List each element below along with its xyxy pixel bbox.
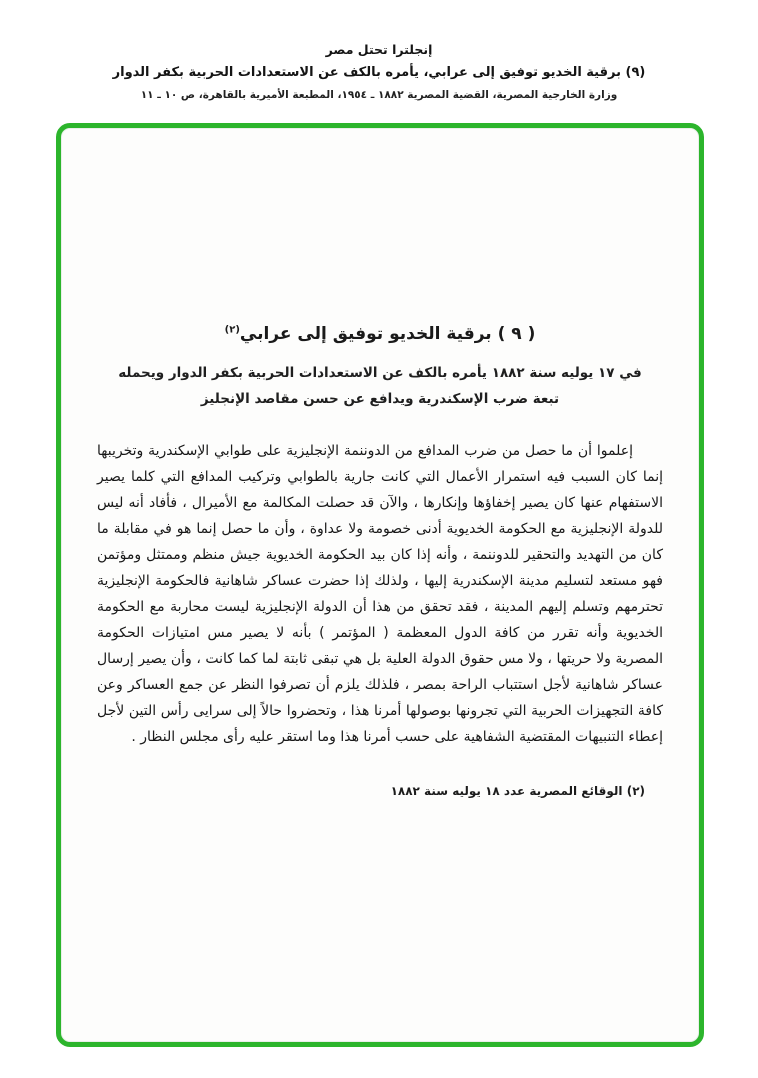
document-footnote: (٢) الوقائع المصرية عدد ١٨ يوليه سنة ١٨٨٢ xyxy=(390,784,645,798)
document-body-paragraph: إعلموا أن ما حصل من ضرب المدافع من الدوننمة الإنجليزية على طوابي الإسكندرية وتخريبها إنما كان السبب فيه استمرار الأعمال التي كانت جارية بالطوابي وتركيب المدافع التي كلما يصير الاستفهام عنها كان يصير إخفاؤها وإنكارها ، والآن قد حصلت المكالمة مع الأميرال ، فأفاد أنه ليس للدولة الإنجليزية مع الحكومة الخديوية أدنى خصومة ولا عداوة ، وأن ما حصل إنما هو في مقابلة ما كان من التهديد والتحقير للدوننمة ، وأنه إذا كان بيد الحكومة الخديوية جيش منظم وممتثل ومؤتمن فهو مستعد لتسليم مدينة الإسكندرية إليها ، ولذلك إذا حضرت عساكر شاهانية فالحكومة الإنجليزية تحترمهم وتسلم إليهم المدينة ، فقد تحقق من هذا أن الدولة الإنجليزية ليست محاربة مع الحكومة الخديوية وأنه تقرر من كافة الدول المعظمة ( المؤتمر ) بأنه لا يصير مس امتيازات الحكومة المصرية ولا حريتها ، ولا مس حقوق الدولة العلية بل هي تبقى ثابتة لما كما كانت ، وأن يصير إرسال عساكر شاهانية لأجل استتباب الراحة بمصر ، فلذلك يلزم أن تصرفوا النظر عن جمع العساكر وعن كافة التجهيزات الحربية التي تجرونها بوصولها أمرنا هذا ، وتحضروا حالاً إلى سرايى رأس التين لأجل إعطاء التنبيهات المقتضية الشفاهية على حسب أمرنا هذا وما استقر عليه رأى مجلس النظار . xyxy=(97,443,663,745)
document-content xyxy=(97,324,663,798)
subtitle-line-2: تبعة ضرب الإسكندرية ويدافع عن حسن مقاصد الإنجليز xyxy=(200,391,560,407)
header-document-description: (٩) برقية الخديو توفيق إلى عرابي، يأمره بالكف عن الاستعدادات الحربية بكفر الدوار xyxy=(112,65,646,80)
green-document-frame xyxy=(56,123,704,1047)
header-section-title: إنجلترا تحتل مصر xyxy=(325,42,433,57)
page-header xyxy=(0,42,758,101)
header-source-citation: وزارة الخارجية المصرية، القضية المصرية ١٨٨٢ ـ ١٩٥٤، المطبعة الأميرية بالقاهرة، ص ١٠ ـ ١١ xyxy=(140,89,618,101)
subtitle-line-1: في ١٧ يوليه سنة ١٨٨٢ يأمره بالكف عن الاستعدادات الحربية بكفر الدوار ويحمله xyxy=(118,365,642,381)
title-footnote-reference: (٢) xyxy=(224,324,240,336)
document-title xyxy=(97,324,663,344)
document-subtitle xyxy=(97,360,663,412)
document-title-text: ( ٩ ) برقية الخديو توفيق إلى عرابي xyxy=(239,324,536,344)
